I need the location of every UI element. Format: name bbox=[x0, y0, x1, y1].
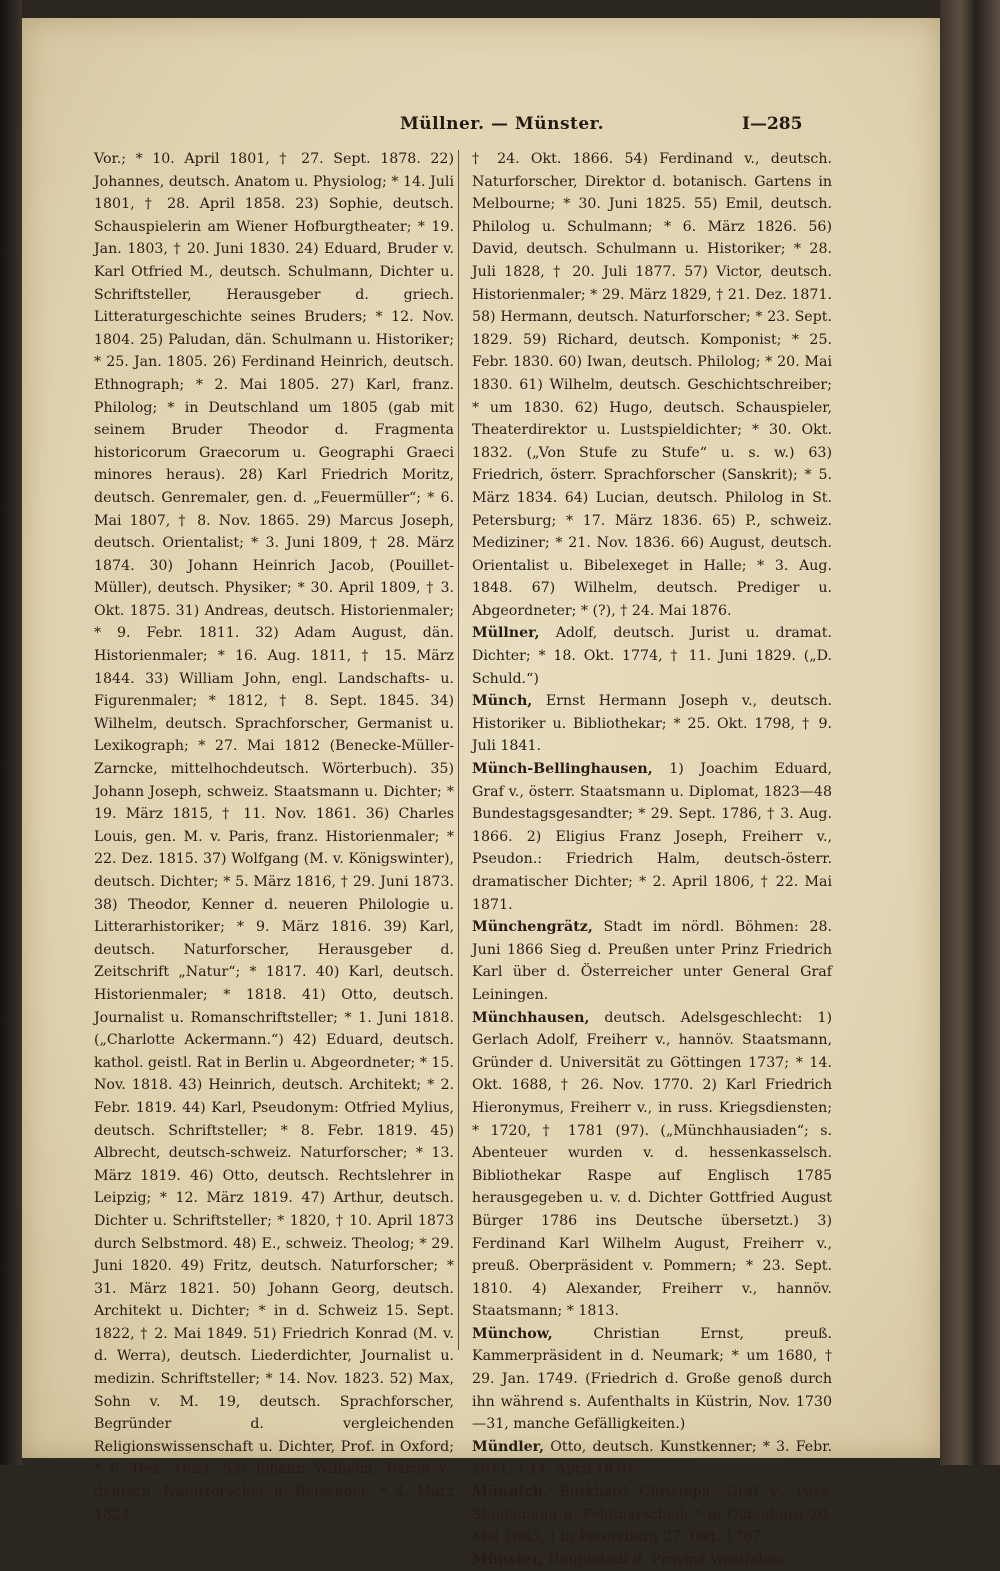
entry-headword: Münchow, bbox=[472, 1325, 553, 1342]
entry-muellner bbox=[472, 622, 832, 690]
entry-body: Ernst Hermann Joseph v., deutsch. Historiker u. Bibliothekar; * 25. Okt. 1798, † 9. Juli 1841. bbox=[472, 693, 832, 755]
entry-body: Stadt im nördl. Böhmen: 28. Juni 1866 Sieg d. Preußen unter Prinz Friedrich Karl über d. Österreicher unter General Graf Leiningen. bbox=[472, 919, 833, 1003]
muller-continuation: † 24. Okt. 1866. 54) Ferdinand v., deutsch. Naturforscher, Direktor d. botanisch. Gartens in Melbourne; * 30. Juni 1825. 55) Emil, deutsch. Philolog u. Schulmann; * 6. März 1826. 56) David, deutsch. Schulmann u. Historiker; * 28. Juli 1828, † 20. Juli 1877. 57) Victor, deutsch. Historienmaler; * 29. März 1829, † 21. Dez. 1871. 58) Hermann, deutsch. Naturforscher; * 23. Sept. 1829. 59) Richard, deutsch. Komponist; * 25. Febr. 1830. 60) Iwan, deutsch. Philolog; * 20. Mai 1830. 61) Wilhelm, deutsch. Geschichtschreiber; * um 1830. 62) Hugo, deutsch. Schauspieler, Theaterdirektor u. Lustspieldichter; * 30. Okt. 1832. („Von Stufe zu Stufe“ u. s. w.) 63) Friedrich, österr. Sprachforscher (Sanskrit); * 5. März 1834. 64) Lucian, deutsch. Philolog in St. Petersburg; * 17. März 1836. 65) P., schweiz. Mediziner; * 21. Nov. 1836. 66) August, deutsch. Orientalist u. Bibelexeget in Halle; * 3. Aug. 1848. 67) Wilhelm, deutsch. Prediger u. Abgeordneter; * (?), † 24. Mai 1876. bbox=[472, 151, 832, 619]
page-sheet bbox=[22, 18, 940, 1568]
entry-muench-bellinghausen bbox=[472, 758, 832, 916]
entry-muennich bbox=[472, 1481, 832, 1549]
entry-headword: Münster, bbox=[472, 1551, 544, 1568]
entry-muenster bbox=[472, 1549, 832, 1571]
entry-headword: Münchhausen, bbox=[472, 1009, 590, 1026]
left-column-text: Vor.; * 10. April 1801, † 27. Sept. 1878. 22) Johannes, deutsch. Anatom u. Physiolog; * 14. Juli 1801, † 28. April 1858. 23) Sophie, deutsch. Schauspielerin am Wiener Hofburgtheater; * 19. Jan. 1803, † 20. Juni 1830. 24) Eduard, Bruder v. Karl Otfried M., deutsch. Schulmann, Dichter u. Schriftsteller, Herausgeber d. griech. Litteraturgeschichte seines Bruders; * 12. Nov. 1804. 25) Paludan, dän. Schulmann u. Historiker; * 25. Jan. 1805. 26) Ferdinand Heinrich, deutsch. Ethnograph; * 2. Mai 1805. 27) Karl, franz. Philolog; * in Deutschland um 1805 (gab mit seinem Bruder Theodor d. Fragmenta historicorum Graecorum u. Geographi Graeci minores heraus). 28) Karl Friedrich Moritz, deutsch. Genremaler, gen. d. „Feuermüller“; * 6. Mai 1807, † 8. Nov. 1865. 29) Marcus Joseph, deutsch. Orientalist; * 3. Juni 1809, † 28. März 1874. 30) Johann Heinrich Jacob, (Pouillet-Müller), deutsch. Physiker; * 30. April 1809, † 3. Okt. 1875. 31) Andreas, deutsch. Historienmaler; * 9. Febr. 1811. 32) Adam August, dän. Historienmaler; * 16. Aug. 1811, † 15. März 1844. 33) William John, engl. Landschafts- u. Figurenmaler; * 1812, † 8. Sept. 1845. 34) Wilhelm, deutsch. Sprachforscher, Germanist u. Lexikograph; * 27. Mai 1812 (Benecke-Müller-Zarncke, mittelhochdeutsch. Wörterbuch). 35) Johann Joseph, schweiz. Staatsmann u. Dichter; * 19. März 1815, † 11. Nov. 1861. 36) Charles Louis, gen. M. v. Paris, franz. Historienmaler; * 22. Dez. 1815. 37) Wolfgang (M. v. Königswinter), deutsch. Dichter; * 5. März 1816, † 29. Juni 1873. 38) Theodor, Kenner d. neueren Philologie u. Litterarhistoriker; * 9. März 1816. 39) Karl, deutsch. Naturforscher, Herausgeber d. Zeitschrift „Natur“; * 1817. 40) Karl, deutsch. Historienmaler; * 1818. 41) Otto, deutsch. Journalist u. Romanschriftsteller; * 1. Juni 1818. („Charlotte Ackermann.“) 42) Eduard, deutsch. kathol. geistl. Rat in Berlin u. Abgeordneter; * 15. Nov. 1818. 43) Heinrich, deutsch. Architekt; * 2. Febr. 1819. 44) Karl, Pseudonym: Otfried Mylius, deutsch. Schriftsteller; * 8. Febr. 1819. 45) Albrecht, deutsch-schweiz. Naturforscher; * 13. März 1819. 46) Otto, deutsch. Rechtslehrer in Leipzig; * 12. März 1819. 47) Arthur, deutsch. Dichter u. Schriftsteller; * 1820, † 10. April 1873 durch Selbstmord. 48) E., schweiz. Theolog; * 29. Juni 1820. 49) Fritz, deutsch. Naturforscher; * 31. März 1821. 50) Johann Georg, deutsch. Architekt u. Dichter; * in d. Schweiz 15. Sept. 1822, † 2. Mai 1849. 51) Friedrich Konrad (M. v. d. Werra), deutsch. Liederdichter, Journalist u. medizin. Schriftsteller; * 14. Nov. 1823. 52) Max, Sohn v. M. 19, deutsch. Sprachforscher, Begründer d. vergleichenden Religionswissenschaft u. Dichter, Prof. in Oxford; * 6. Dez. 1823. 53) Johann Wilhelm, Baron v., deutsch. Naturforscher u. Reisender; * 4. März 1824, bbox=[94, 151, 454, 1523]
column-rule bbox=[458, 150, 459, 1350]
entry-body: Christian Ernst, preuß. Kammerpräsident in d. Neumark; * um 1680, † 29. Jan. 1749. (Friedrich d. Große genoß durch ihn während s. Aufenthalts in Küstrin, Nov. 1730—31, manche Gefälligkeiten.) bbox=[472, 1325, 832, 1433]
entry-muenchow bbox=[472, 1323, 832, 1436]
entry-muench bbox=[472, 690, 832, 758]
left-column bbox=[94, 148, 454, 1523]
entry-body: Burkhard Christoph, Graf v., russ. Staatsmann u. Feldmarschall; * in Oldenburg 20. Mai 1683, † in Petersburg 27. Okt. 1767. bbox=[472, 1484, 833, 1546]
page-number: I—285 bbox=[742, 114, 803, 134]
entry-headword: Müllner, bbox=[472, 625, 540, 642]
running-head: Müllner. — Münster. bbox=[399, 114, 604, 134]
entry-body: Adolf, deutsch. Jurist u. dramat. Dichter; * 18. Okt. 1774, † 11. Juni 1829. („D. Schuld.“) bbox=[472, 625, 832, 687]
page-left-shadow bbox=[0, 0, 22, 1465]
entry-body: Otto, deutsch. Kunstkenner; * 3. Febr. 1811, † 14. April 1870. bbox=[472, 1438, 832, 1478]
entry-headword: Münchengrätz, bbox=[472, 919, 593, 936]
right-column bbox=[472, 148, 833, 1568]
entry-body: Hauptstadt d. Provinz Westfalen: bbox=[547, 1551, 786, 1568]
entry-muenchhausen bbox=[472, 1007, 832, 1323]
entry-headword: Münnich, bbox=[472, 1484, 548, 1501]
entry-headword: Mündler, bbox=[472, 1438, 545, 1455]
entry-body: 1) Joachim Eduard, Graf v., österr. Staatsmann u. Diplomat, 1823—48 Bundestagsgesandter; * 29. Sept. 1786, † 3. Aug. 1866. 2) Eligius Franz Joseph, Freiherr v., Pseudon.: Friedrich Halm, deutsch-österr. dramatischer Dichter; * 2. April 1806, † 22. Mai 1871. bbox=[472, 761, 832, 913]
entry-muendler bbox=[472, 1436, 832, 1481]
entry-muenchengraetz bbox=[472, 916, 832, 1006]
entry-body: deutsch. Adelsgeschlecht: 1) Gerlach Adolf, Freiherr v., hannöv. Staatsmann, Gründer d. Universität zu Göttingen 1737; * 14. Okt. 1688, † 26. Nov. 1770. 2) Karl Friedrich Hieronymus, Freiherr v., in russ. Kriegsdiensten; * 1720, † 1781 (97). („Münchhausiaden“; s. Abenteuer wurden v. d. hessenkasselsch. Bibliothekar Raspe auf Englisch 1785 herausgegeben u. v. d. Dichter Gottfried August Bürger 1786 ins Deutsche übersetzt.) 3) Ferdinand Karl Wilhelm August, Freiherr v., preuß. Oberpräsident v. Pommern; * 23. Sept. 1810. 4) Alexander, Freiherr v., hannöv. Staatsmann; * 1813. bbox=[472, 1009, 833, 1320]
book-spine bbox=[940, 0, 1000, 1465]
page-header bbox=[22, 108, 940, 148]
entry-headword: Münch, bbox=[472, 693, 533, 710]
entry-headword: Münch-Bellinghausen, bbox=[472, 761, 653, 778]
